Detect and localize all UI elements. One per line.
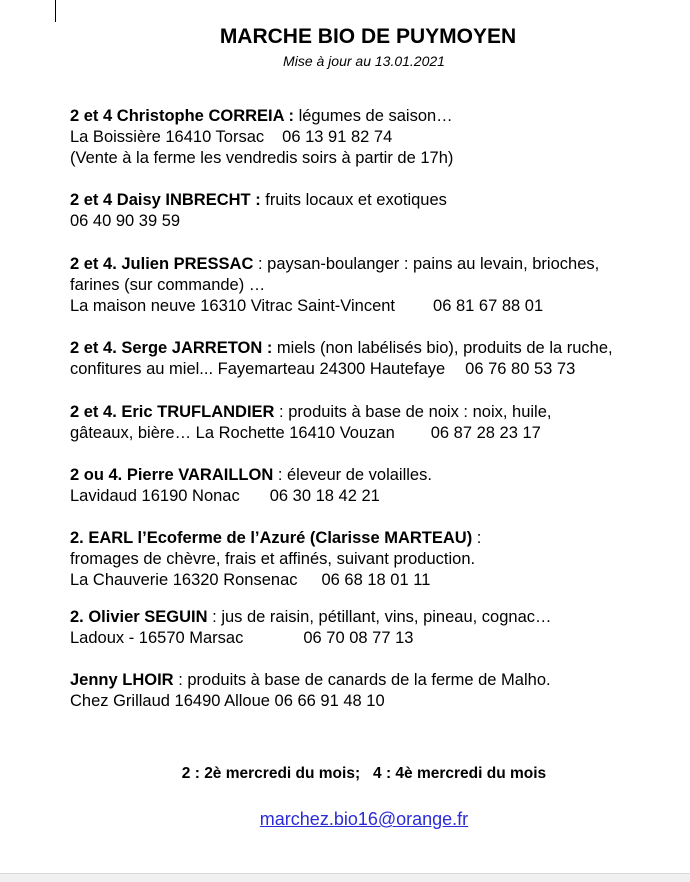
vendor-name: 2. Olivier SEGUIN bbox=[70, 608, 208, 626]
vendor-entry bbox=[70, 106, 685, 169]
vendor-description: miels (non labélisés bio), produits de la ruche, bbox=[272, 339, 613, 357]
vendor-entry bbox=[70, 465, 685, 507]
vendor-entry bbox=[70, 190, 685, 232]
vendor-name: 2 et 4. Eric TRUFLANDIER bbox=[70, 403, 275, 421]
vendor-description-cont: farines (sur commande) … bbox=[70, 276, 266, 294]
vendor-phone: 06 87 28 23 17 bbox=[430, 424, 541, 442]
vendor-entry bbox=[70, 607, 685, 649]
vendor-description: : bbox=[472, 529, 482, 547]
page-subtitle: Mise à jour au 13.01.2021 bbox=[283, 53, 445, 69]
page-title: MARCHE BIO DE PUYMOYEN bbox=[219, 25, 517, 48]
vendor-description-cont: gâteaux, bière… La Rochette 16410 Vouzan bbox=[70, 424, 395, 442]
vendor-address: Chez Grillaud 16490 Alloue 06 66 91 48 10 bbox=[70, 692, 385, 710]
vendor-name: 2 et 4. Serge JARRETON : bbox=[70, 339, 273, 357]
vendor-address: La Boissière 16410 Torsac bbox=[70, 128, 265, 146]
vendor-address: Ladoux - 16570 Marsac bbox=[70, 629, 244, 647]
vendor-description: légumes de saison… bbox=[294, 107, 453, 125]
vendor-phone: 06 13 91 82 74 bbox=[282, 128, 393, 146]
vendor-entry bbox=[70, 528, 685, 591]
vendor-description-cont: fromages de chèvre, frais et affinés, suivant production. bbox=[70, 550, 476, 568]
vendor-address: La maison neuve 16310 Vitrac Saint-Vincent bbox=[70, 297, 396, 315]
vendor-name: 2. EARL l’Ecoferme de l’Azuré (Clarisse MARTEAU) bbox=[70, 529, 473, 547]
contact-email bbox=[0, 808, 690, 830]
vendor-note: (Vente à la ferme les vendredis soirs à partir de 17h) bbox=[70, 149, 454, 167]
vendor-description: : jus de raisin, pétillant, vins, pineau, cognac… bbox=[207, 608, 552, 626]
vendor-name: 2 ou 4. Pierre VARAILLON bbox=[70, 466, 274, 484]
vendor-name: 2 et 4 Daisy INBRECHT : bbox=[70, 191, 261, 209]
vendor-description: : éleveur de volailles. bbox=[273, 466, 432, 484]
vendor-entry bbox=[70, 402, 685, 444]
vendor-phone: 06 70 08 77 13 bbox=[303, 629, 414, 647]
email-link[interactable]: marchez.bio16@orange.fr bbox=[259, 809, 469, 829]
vendor-description-cont: confitures au miel... Fayemarteau 24300 Hautefaye bbox=[70, 360, 446, 378]
vendor-entry bbox=[70, 670, 685, 712]
vendor-entry bbox=[70, 254, 685, 317]
schedule-legend: 2 : 2è mercredi du mois; 4 : 4è mercredi du mois bbox=[181, 765, 547, 782]
vendor-phone: 06 40 90 39 59 bbox=[70, 212, 181, 230]
vendor-phone: 06 68 18 01 11 bbox=[321, 571, 431, 589]
vendor-entry bbox=[70, 338, 685, 380]
vendor-description: : produits à base de canards de la ferme de Malho. bbox=[173, 671, 551, 689]
vendor-address: La Chauverie 16320 Ronsenac bbox=[70, 571, 298, 589]
vendor-address: Lavidaud 16190 Nonac bbox=[70, 487, 240, 505]
vendor-phone: 06 81 67 88 01 bbox=[433, 297, 544, 315]
vendor-name: Jenny LHOIR bbox=[70, 671, 174, 689]
vendor-description: : paysan-boulanger : pains au levain, brioches, bbox=[253, 255, 600, 273]
vendor-name: 2 et 4. Julien PRESSAC bbox=[70, 255, 254, 273]
text-cursor bbox=[55, 0, 56, 22]
vendor-phone: 06 76 80 53 73 bbox=[465, 360, 576, 378]
vendor-phone: 06 30 18 42 21 bbox=[269, 487, 380, 505]
vendor-name: 2 et 4 Christophe CORREIA : bbox=[70, 107, 294, 125]
vendor-description: : produits à base de noix : noix, huile, bbox=[274, 403, 552, 421]
vendor-description: fruits locaux et exotiques bbox=[260, 191, 447, 209]
